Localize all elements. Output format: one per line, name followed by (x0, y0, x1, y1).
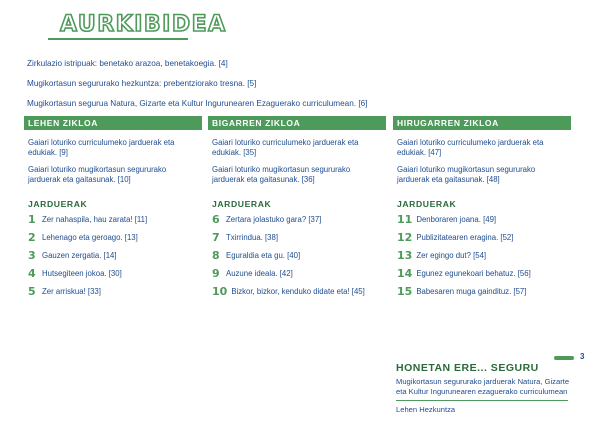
page-number: 3 (580, 352, 585, 361)
activity-item (212, 215, 386, 225)
toc-entry: Gaiari loturiko curriculumeko jarduerak eta edukiak. [47] (397, 138, 544, 157)
cycle-header: LEHEN ZIKLOA (24, 116, 202, 130)
activity-item (212, 233, 386, 243)
activity-number: 8 (212, 249, 220, 262)
activity-title: Zertara jolastuko gara? [37] (226, 215, 322, 224)
activity-title: Babesaren muga gaindituz. [57] (416, 287, 527, 296)
toc-entry: Gaiari loturiko mugikortasun segururako jarduerak eta gaitasunak. [10] (28, 165, 167, 184)
title-underline (48, 38, 188, 40)
also-publisher: Lehen Hezkuntza (396, 405, 456, 414)
cycle-header: BIGARREN ZIKLOA (208, 116, 386, 130)
activity-title: Auzune ideala. [42] (226, 269, 293, 278)
activity-item (397, 215, 571, 225)
activity-number: 2 (28, 231, 36, 244)
toc-entry: Gaiari loturiko curriculumeko jarduerak eta edukiak. [35] (212, 138, 359, 157)
activity-number: 15 (397, 285, 413, 298)
also-description: Mugikortasun segururako jarduerak Natura, Gizarte eta Kultur Ingurunearen ezaguerako curriculumean (396, 377, 570, 396)
activities-heading: JARDUERAK (28, 199, 88, 209)
intro-line: Mugikortasun segurua Natura, Gizarte eta Kultur Ingurunearen Ezaguerako curriculumean. [6] (27, 99, 368, 108)
activity-item (212, 251, 386, 261)
page-number-bar (554, 356, 574, 360)
activity-title: Bizkor, bizkor, kenduko didate eta! [45] (231, 287, 365, 296)
activities-heading: JARDUERAK (397, 199, 457, 209)
toc-entry: Gaiari loturiko curriculumeko jarduerak eta edukiak. [9] (28, 138, 175, 157)
activity-item (28, 233, 202, 243)
activity-number: 6 (212, 213, 220, 226)
activity-title: Zer arriskua! [33] (42, 287, 101, 296)
activity-number: 9 (212, 267, 220, 280)
activity-item (397, 287, 571, 297)
activity-title: Zer egingo dut? [54] (416, 251, 487, 260)
intro-section (27, 58, 587, 114)
also-seguru-box (396, 362, 576, 414)
activity-number: 3 (28, 249, 36, 262)
toc-entry: Gaiari loturiko mugikortasun segururako jarduerak eta gaitasunak. [48] (397, 165, 536, 184)
toc-entry: Gaiari loturiko mugikortasun segururako jarduerak eta gaitasunak. [36] (212, 165, 351, 184)
activity-item (212, 287, 386, 297)
activity-item (28, 215, 202, 225)
activity-title: Gauzen zergatia. [14] (42, 251, 117, 260)
activity-title: Txirrindua. [38] (226, 233, 279, 242)
activity-number: 5 (28, 285, 36, 298)
activity-item (28, 269, 202, 279)
activity-number: 7 (212, 231, 220, 244)
activity-number: 1 (28, 213, 36, 226)
activity-number: 11 (397, 213, 413, 226)
activity-item (397, 269, 571, 279)
column-bigarren-zikloa (208, 116, 386, 305)
activity-number: 4 (28, 267, 36, 280)
intro-line: Zirkulazio istripuak: benetako arazoa, benetakoegia. [4] (27, 59, 228, 68)
activities-heading: JARDUERAK (212, 199, 272, 209)
activity-number: 10 (212, 285, 228, 298)
activity-item (397, 233, 571, 243)
page-title: AURKIBIDEA (60, 12, 227, 37)
activity-title: Eguraldia eta gu. [40] (226, 251, 301, 260)
activity-number: 13 (397, 249, 413, 262)
activity-title: Lehenago eta geroago. [13] (42, 233, 138, 242)
intro-line: Mugikortasun segururako hezkuntza: prebentziorako tresna. [5] (27, 79, 257, 88)
activity-item (28, 287, 202, 297)
activity-title: Publizitatearen eragina. [52] (416, 233, 514, 242)
activity-item (212, 269, 386, 279)
activity-item (28, 251, 202, 261)
column-lehen-zikloa (24, 116, 202, 305)
activity-title: Denboraren joana. [49] (416, 215, 497, 224)
column-hirugarren-zikloa (393, 116, 571, 305)
also-title: HONETAN ERE... SEGURU (396, 362, 539, 374)
activity-number: 12 (397, 231, 413, 244)
activity-title: Egunez egunekoari behatuz. [56] (416, 269, 531, 278)
activity-item (397, 251, 571, 261)
activity-number: 14 (397, 267, 413, 280)
divider (396, 400, 568, 401)
cycle-header: HIRUGARREN ZIKLOA (393, 116, 571, 130)
activity-title: Zer nahaspila, hau zarata! [11] (42, 215, 148, 224)
activity-title: Hutsegiteen jokoa. [30] (42, 269, 122, 278)
